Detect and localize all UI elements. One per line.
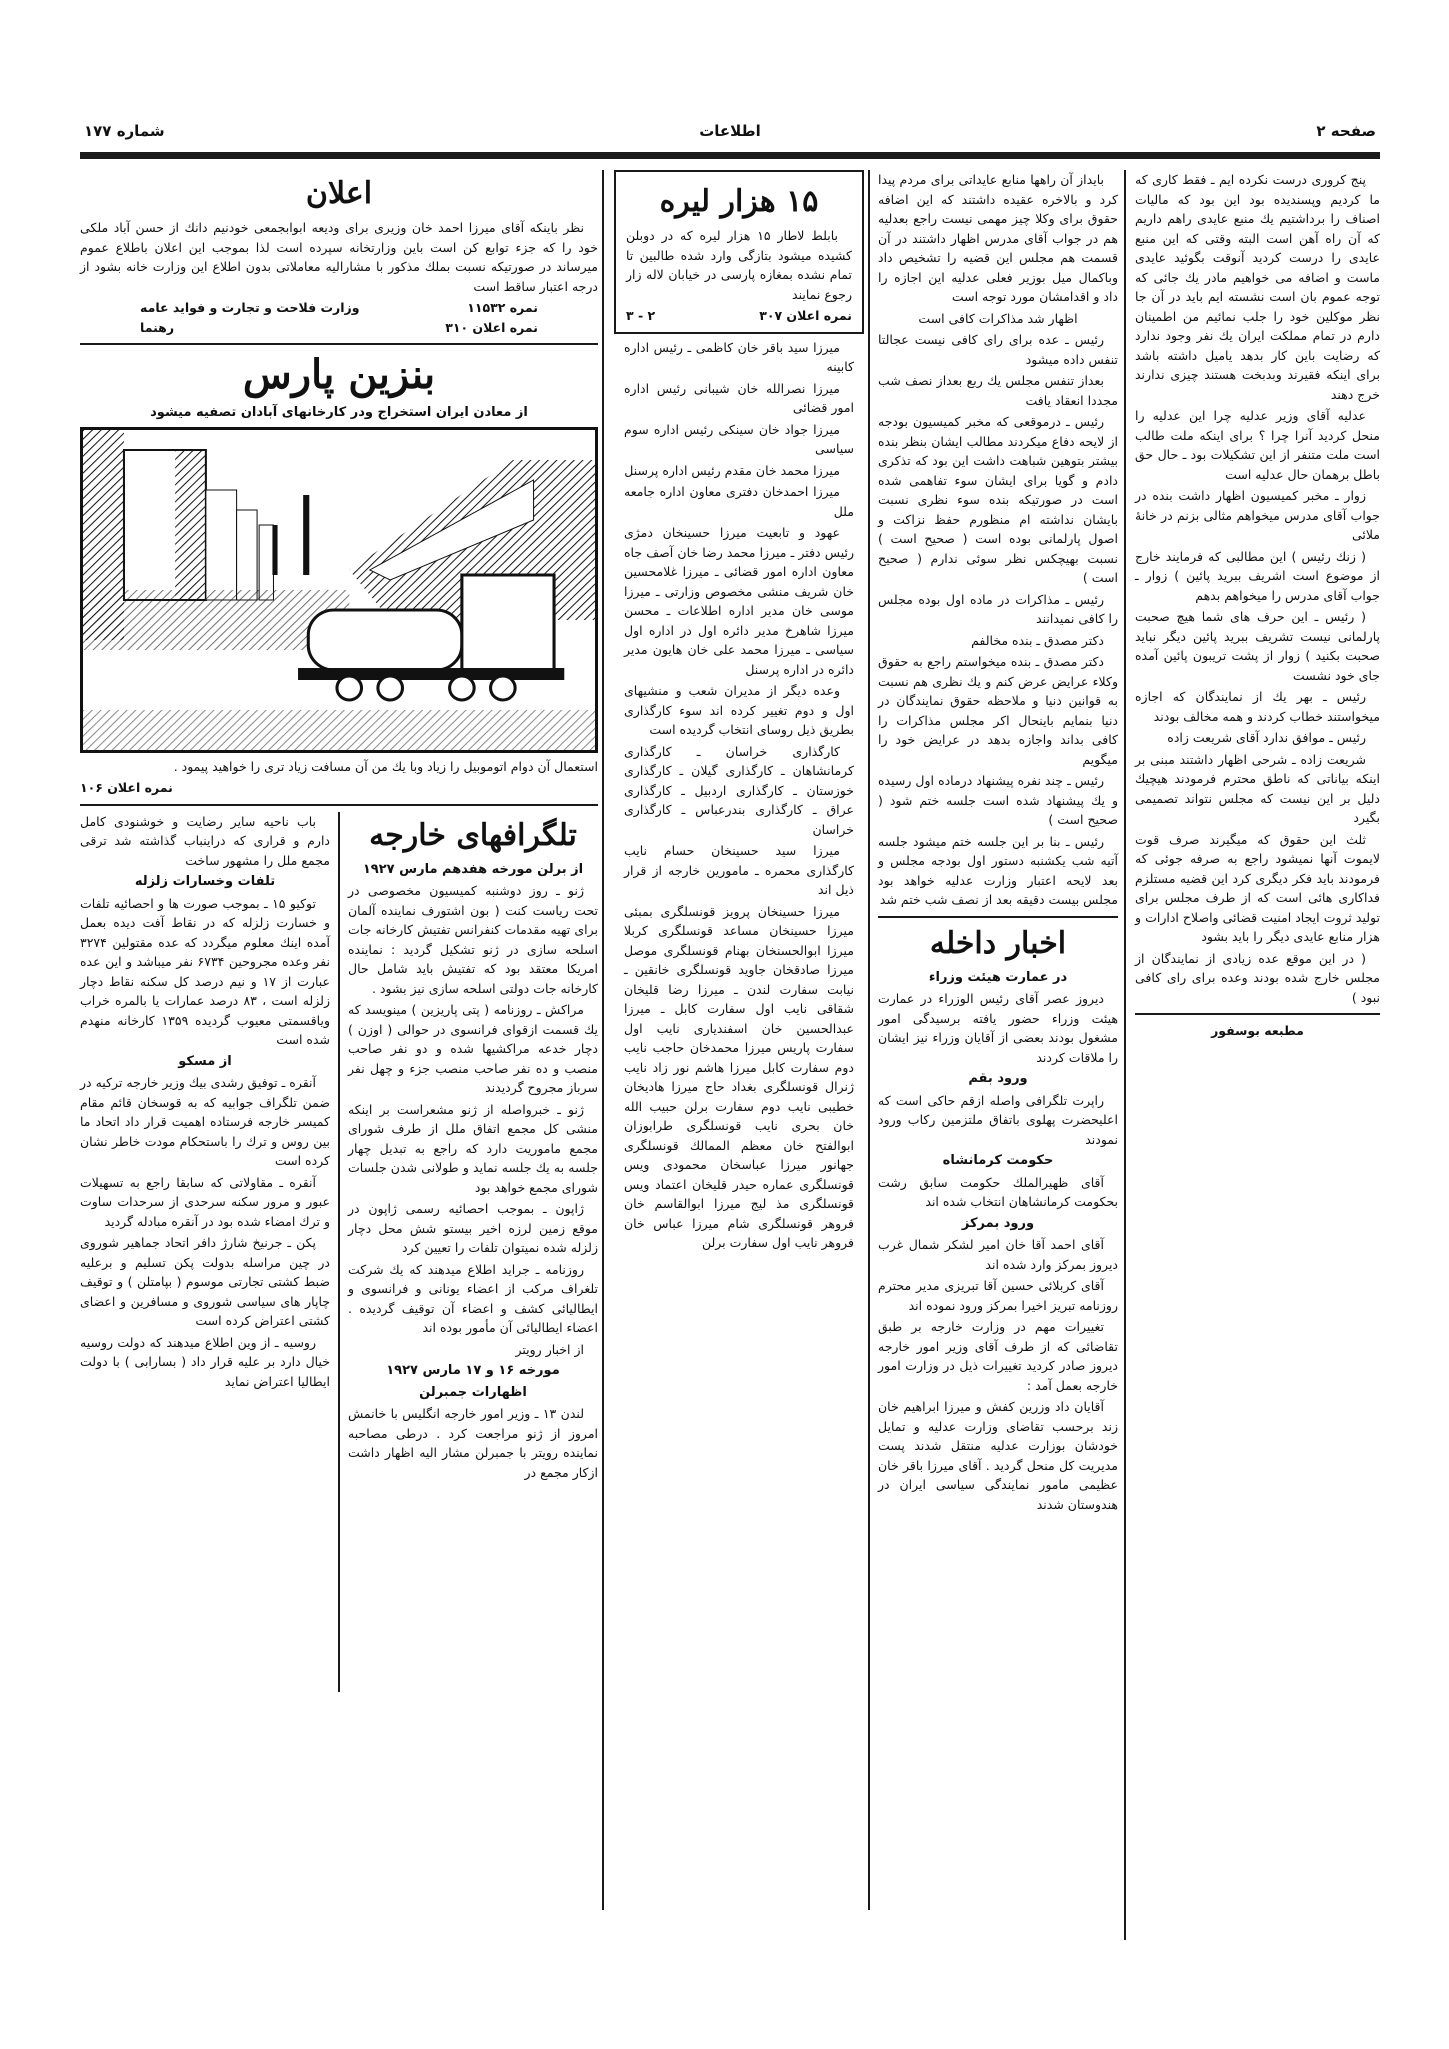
dateline: مورخه ۱۶ و ۱۷ مارس ۱۹۲۷ <box>386 1363 560 1378</box>
paragraph: آنقره ـ توفیق رشدی بیك وزیر خارجه تركیه در ضمن تلگراف جوابیه كه به قوسخان قائم مقام كمیسر خارجه فرستاده اهمیت قرار داد اتحاد ما بین روس و ترك را باستحكام مودت خاطر نشان كرده است <box>80 1075 330 1168</box>
subhead: در عمارت هیئت وزراء <box>928 969 1068 985</box>
refinery-illustration <box>80 427 598 753</box>
ad-lira <box>614 170 864 334</box>
paragraph: بایداز آن راهها منابع عایداتی برای مردم پیدا كرد و بالاخره عقیده داشتند كه این اضافه حقوق برای وكلا چیز مهمی نیست راجع بعدلیه هم در جواب آقای مدرس اظهار داشتند در آن قسمت هم مجلس این قضیه را تشخیص داد وباكمال میل بوزیر فعلی عدلیه این اجازه را داد و اقدامشان مورد توجه است <box>878 172 1118 304</box>
paragraph: رئیس ـ مذاكرات در ماده اول بوده مجلس را كافی نمیدانند <box>878 591 1118 626</box>
subhead: ورود بقم <box>968 1071 1028 1086</box>
column-appointments <box>614 170 864 1259</box>
paragraph: ( رئیس ـ این حرف های شما هیچ صحبت پارلمانی نیست تشریف ببرید پائین دیگر نباید صحبت بكنید ) زوار از پشت تریبون پائین آمده جای خود نشست <box>1135 609 1380 683</box>
column-majlis-left <box>878 170 1118 1516</box>
ad-lira-body: بابلط لاطار ۱۵ هزار لیره كه در دوبلن كشیده میشود بتازگی وارد شده طالبین تا تمام نشده بمغازه پارسی در خیابان لاله زار رجوع نمایند <box>626 228 852 302</box>
column-telegrams <box>348 812 598 1485</box>
column-rule <box>1124 170 1126 1940</box>
paragraph: ( در این موقع عده زیادی از نمایندگان از مجلس خارج شده بودند وعده برای رای كافی نبود ) <box>1135 950 1380 1005</box>
subhead: تلفات وخسارات زلزله <box>134 874 276 889</box>
paragraph: وعده دیگر از مدیران شعب و منشیهای اول و دوم تغییر كرده اند سوء كارگذاری بطریق ذیل روسای انتخاب گردیده است <box>624 683 854 737</box>
paragraph: آنقره ـ مقاولاتی كه سابقا راجع به تسهیلات عبور و مرور سكنه سرحدی از سرحدات ساوت و ترك امضاء شده بود در آنقره مبادله گردید <box>80 1174 330 1229</box>
ad-notice-ad-number: نمره اعلان ۳۱۰ <box>445 319 538 335</box>
masthead <box>80 110 1380 150</box>
paragraph: لندن ۱۳ ـ وزیر امور خارجه انگلیس با خانمش امروز از ژنو مراجعت كرد . درطی مصاحبه نماینده رویتر با جمبرلن مشار الیه اظهار داشت ازكار مجمع در <box>348 1406 598 1480</box>
paragraph: اظهار شد مذاكرات كافی است <box>918 310 1078 326</box>
ad-petrol-caption: استعمال آن دوام اتوموبیل را زیاد وبا یك من آن مسافت زیاد تری را خواهید پیمود . <box>173 758 598 774</box>
paragraph: عدلیه آقای وزیر عدلیه چرا این عدلیه را منحل كردید آنرا چرا ؟ برای اینكه ملت طالب است ملت متنفر از این تشكیلات بود ـ حال حق باطل برهمان حال عدلیه است <box>1135 408 1380 482</box>
printer-name: مطبعه بوسفور <box>1211 1023 1304 1038</box>
paragraph: میرزا نصرالله خان شیبانی رئیس اداره امور قضائی <box>624 380 854 415</box>
ad-notice-ministry: وزارت فلاحت و تجارت و فواید عامه <box>140 300 360 315</box>
paragraph: میرزا حسینخان پرویز قونسلگری بمبئی میرزا حسینخان مساعد قونسلگری كربلا میرزا ابوالحسنخان بهنام قونسلگری موصل میرزا صادقخان جاوید قونسلگری خانقین ـ نیابت سفارت لندن ـ میرزا رضا قلیخان شقاقی نایب اول سفارت كابل ـ میرزا عبدالحسین خان اسفندیاری نایب اول سفارت پاریس میرزا محمدخان حاجب نایب دوم سفارت كابل میرزا هاشم نور زاد نایب ژنرال قونسلگری بغداد حاج میرزا هادیخان خطیبی نایب دوم سفارت برلن حبیب الله خان بحری نایب قونسلگری طرابوزان ابوالفتح خان معظم الممالك قونسلگری جهانور میرزا عباسخان محمودی ویس قونسلگری عماره حیدر قلیخان اعتماد ویس قونسلگری مذ لیج میرزا ابوالقاسم خان فروهر قونسلگری شام میرزا عباس خان فروهر نایب اول سفارت برلن <box>624 903 854 1250</box>
column-majlis-right <box>1135 170 1380 1041</box>
dateline: از برلن مورخه هفدهم مارس ۱۹۲۷ <box>362 861 584 877</box>
paragraph: دكتر مصدق ـ بنده مخالفم <box>971 632 1104 648</box>
issue-number: شماره ۱۷۷ <box>84 122 165 140</box>
paragraph: ثلث این حقوق كه میگیرند صرف قوت لایموت آنها نمیشود راجع به صرفه جوئی كه فرمودند باید فكر دیگری كرد این قضیه مستلزم فداكاری هائی است كه از طرف مجلس برای تولید ثروت ایجاد امنیت قضائی واصلاح ادارات و هزار منابع عایدی دیگر را باید بشود <box>1135 831 1380 944</box>
paragraph: ژنو ـ روز دوشنبه كمیسیون مخصوصی در تحت ریاست كنت ( بون اشتورف نماینده آلمان برای تهیه مقدمات كنفرانس تفتیش كارخانه جات اسلحه سازی در ژنو تشكیل گردید : نماینده امریكا معتقد بود كه تفتیش باید شامل حال كارخانه جات دولتی اسلحه سازی نیز بشود . <box>348 883 598 996</box>
column-rule <box>338 812 340 1692</box>
subhead: از مسكو <box>178 1053 232 1069</box>
paragraph: پنج كروری درست نكرده ایم ـ فقط كاری كه ما كردیم وپسندیده بود این بود كه مالیات اصناف را برداشتیم یك منبع عایدی راهم داریم كه آن راه آهن است البته وقتی كه این منبع عایدی را درست كردید آنوقت بگوئید عایدی ماست و اضافه می خواهیم مادر یك جائی كه توجه عموم بان است نشسته ایم باید در آن جا نظر موكلین خود را جلب نمائیم من اطمینان دارم در تمام مملكت ایران یك نفر وجود ندارد كه رضایت باین كار بدهد یامیل داشته باشد برای اینكه فقیرند وبدبخت هستند چیزی ندارند خرج دهند <box>1135 172 1380 402</box>
ad-notice-title: اعلان <box>305 176 373 211</box>
ad-petrol-number: نمره اعلان ۱۰۶ <box>80 780 173 795</box>
ad-petrol <box>80 351 598 798</box>
masthead-rule <box>80 152 1380 159</box>
ad-lira-number: نمره اعلان ۳۰۷ <box>759 308 852 323</box>
paragraph: بعداز تنفس مجلس یك ربع بعداز نصف شب مجددا انعقاد یافت <box>878 373 1118 408</box>
ad-petrol-title: بنزین پارس <box>242 351 436 398</box>
page-number: صفحه ۲ <box>1316 122 1376 140</box>
divider <box>878 916 1118 918</box>
ad-notice-body: نظر باینکه آقای میرزا احمد خان وزیری برای ودیعه ابوابجمعی خودنیم دانك از حسن آباد ملكی خود را كه جزء توابع كن است باین وزارتخانه سپرده است لذا بموجب این اعلان باطلاع عموم میرساند در صورتیكه نسبت بملك مذكور با مشارالیه معاملاتی بدون اطلاع این وزارت خانه بشود از درجه اعتبار ساقط است <box>80 220 598 294</box>
paragraph: دكتر مصدق ـ بنده میخواستم راجع به حقوق وكلاء عرایض عرض كنم و یك نظری هم نسبت به قوانین دنیا و ملاحظه حقوق نمایندگان در دنیا بنمایم باینحال اكر مجلس مذاكرات را كافی بداند واجازه بدهد در عرایض خود را میگویم <box>878 654 1118 767</box>
divider <box>80 343 598 345</box>
section-title-telegrams: تلگرافهای خارجه <box>369 817 577 853</box>
paragraph: عهود و تابعیت میرزا حسینخان دمژی رئیس دفتر ـ میرزا محمد رضا خان آصف جاه معاون اداره امور قضائی ـ میرزا غلامحسین خان شریف منشی مخصوص وزارتی ـ میرزا موسی خان مدیر اداره اطلاعات ـ محسن میرزا شاهرخ مدیر دائره اول در اداره اول سیاسی ـ میرزا محمد علی خان هایون مدیر دائره در اداره پرسنل <box>624 525 854 677</box>
paragraph: رئیس ـ موافق ندارد آقای شریعت زاده <box>1167 730 1366 745</box>
paragraph: رئیس ـ درموقعی كه مخبر كمیسیون بودجه از لایحه دفاع میكردند مطالب ایشان بنظر بنده بیشتر بتوهین شباهت داشت این بود كه تذكری دادم و گویا برای ایشان سوء تفاهمی شده است در صورتیكه بنده سوء نظری نسبت بایشان نداشته ام منظورم حفظ نزاكت و اصول پارلمانی بوده است ( صحیح است ) نسبت بهیچكس نظر سوئی ندارم ( صحیح است ) <box>878 414 1118 585</box>
paragraph: روسیه ـ از وین اطلاع میدهند كه دولت روسیه خیال دارد بر علیه قرار داد ( بسارابی ) با دولت ایطالیا اعتراض نماید <box>80 1334 330 1389</box>
paragraph: دیروز عصر آقای رئیس الوزراء در عمارت هیئت وزراء حضور یافته برسیدگی امور مشغول بودند بعضی از آقایان وزراء نیز ایشان را ملاقات كردند <box>878 991 1118 1065</box>
refinery-train-icon <box>83 430 595 750</box>
paragraph: آقای ظهیرالملك حكومت سابق رشت بحكومت كرمانشاهان انتخاب شده اند <box>878 1174 1118 1209</box>
ad-notice-number: نمره ۱۱۵۳۲ <box>467 300 538 315</box>
paragraph: میرزا سید حسینخان حسام نایب كارگذاری محمره ـ مامورین خارجه از قرار ذیل اند <box>624 843 854 897</box>
paragraph: میرزا جواد خان سینكی رئیس اداره سوم سیاسی <box>624 421 854 456</box>
paragraph: زوار ـ مخبر كمیسیون اظهار داشت بنده در جواب آقای مدرس میخواهم مثالی بزنم در خانهٔ ملائی <box>1135 488 1380 542</box>
paragraph: كارگذاری خراسان ـ كارگذاری كرمانشاهان ـ كارگذاری گیلان ـ كارگذاری خوزستان ـ كارگذاری اردبیل ـ كارگذاری عراق ـ كارگذاری بندرعباس ـ كارگذاری خراسان <box>624 743 854 837</box>
subhead: ورود بمرکز <box>961 1215 1035 1231</box>
paragraph: میرزا محمد خان مقدم رئیس اداره پرسنل <box>624 462 840 478</box>
subhead: حكومت كرمانشاه <box>942 1153 1054 1168</box>
divider <box>1135 1013 1380 1015</box>
paragraph: رئیس ـ بنا بر این جلسه ختم میشود جلسه آتیه شب یكشنبه دستور اول بودجه مجلس و بعد لایحه اعتبار وزارت عدلیه خواهد بود مجلس بیست دقیقه بعد از نصف شب ختم شد <box>878 833 1118 907</box>
ad-lira-run: ۲ - ۳ <box>626 308 656 323</box>
paragraph: رئیس ـ عده برای رای كافی نیست عجالتا تنفس داده میشود <box>878 332 1118 367</box>
paragraph: مراكش ـ روزنامه ( پتی پاریزین ) مینویسد كه یك قسمت ازقوای فرانسوی در حوالی ( اوزن ) دچار خدعه مراكشیها شده و دو نفر صاحب منصب و ده نفر صاحب منصب جزء و چهل نفر سرباز مجروح گردیدند <box>348 1002 598 1095</box>
ad-notice <box>80 174 598 337</box>
paragraph: باب ناحیه سایر رضایت و خوشنودی كامل دارم و قراری كه دراینباب گذاشته شد ترقی مجمع ملل را مشهور ساخت <box>80 813 330 868</box>
divider <box>80 804 598 806</box>
paragraph: روزنامه ـ جراید اطلاع میدهند كه یك شركت تلغراف مركب از اعضاء یونانی و فرانسوی و ایطالیائی كشف و اعضاء آن توقیف گردیده . اعضاء ایطالیائی آن مأمور بوده اند <box>348 1261 598 1335</box>
paragraph: رئیس ـ چند نفره پیشنهاد درماده اول رسیده و یك پیشنهاد شده است جلسه ختم شود ( صحیح است ) <box>878 773 1118 827</box>
paragraph: ژنو ـ خبرواصله از ژنو مشعراست بر اینكه منشی كل مجمع اتفاق ملل از طرف شورای مجمع ماموریت دارد كه راجع به تبدیل چهار جلسه به یك جلسه نماید و طولانی شدن جلسات شورای مجمع خواهد بود <box>348 1101 598 1195</box>
paragraph: توكیو ۱۵ ـ بموجب صورت ها و احصائیه تلفات و خسارت زلزله كه در نقاط آفت دیده بعمل آمده اینك معلوم میگردد كه عده مقتولین ۳۲۷۴ نفر وعده مجروحین ۶۷۳۴ نفر میباشد و این عده عبارت از ۱۷ و نیم درصد كل سكنه نقاط دچار زلزله است ، ۸۳ درصد عمارات یا بالمره خراب ویاقسمتی معیوب گردیده ۱۳۵۹ كارخانه منهدم شده است <box>80 895 331 1047</box>
paragraph: آقای كربلائی حسین آقا تبریزی مدیر محترم روزنامه تبریز اخیرا بمركز ورود نموده اند <box>878 1278 1118 1313</box>
subhead: اظهارات جمبرلن <box>419 1384 527 1400</box>
ad-petrol-subtitle: از معادن ایران استخراج ودر كارخانهای آبادان تصفیه میشود <box>150 405 528 420</box>
ad-notice-agency: رهنما <box>140 319 175 335</box>
paragraph: تغییرات مهم در وزارت خارجه بر طبق تقاضائی كه از طرف آقای وزیر امور خارجه دیروز صادر كردید تغییرات ذیل در وزارت امور خارجه بعمل آمد : <box>878 1319 1118 1393</box>
paragraph: میرزا سید باقر خان كاظمی ـ رئیس اداره كابینه <box>624 339 854 374</box>
newspaper-name: اطلاعات <box>699 122 761 140</box>
paragraph: میرزا احمدخان دفتری معاون اداره جامعه ملل <box>624 484 854 519</box>
ad-lira-title: ۱۵ هزار لیره <box>659 184 819 219</box>
paragraph: آقای احمد آقا خان امیر لشكر شمال غرب دیروز بمركز وارد شده اند <box>878 1237 1118 1272</box>
column-rule <box>868 170 870 1910</box>
section-title-domestic: اخبار داخله <box>929 925 1067 961</box>
paragraph: از اخبار رویتر <box>515 1341 584 1357</box>
paragraph: راپرت تلگرافی واصله ازقم حاكی است كه اعلیحضرت پهلوی باتفاق ملتزمین ركاب ورود نمودند <box>878 1092 1118 1147</box>
column-rule <box>602 170 604 1910</box>
paragraph: ( زنك رئیس ) این مطالبی كه فرمایند خارج از موضوع است اشریف ببرید پائین ) زوار ـ جواب آقای مدرس را میخواهم بدهم <box>1135 548 1380 603</box>
paragraph: رئیس ـ بهر یك از نمایندگان كه اجازه میخواستند خطاب كردند و همه مخالف بودند <box>1135 689 1380 724</box>
paragraph: پكن ـ جرنیخ شارژ دافر اتحاد جماهیر شوروی در چین مراسله بدولت پكن تسلیم و برعلیه ضبط كشتی تجارتی موسوم ( بپامتلن ) و توقیف چاپار های سیاسی شوروی و مسافرین و اعضای كشتی اعتراض كرده است <box>80 1235 330 1328</box>
paragraph: شریعت زاده ـ شرحی اظهار داشتند مبنی بر اینكه بیاناتی كه ناطق محترم فرمودند هیچیك دلیل بر این نیست كه مجلس نتواند تصمیمی بگیرد <box>1135 751 1380 825</box>
column-foreign-news <box>80 812 330 1394</box>
newspaper-page <box>80 110 1380 2010</box>
paragraph: آقایان داد وزرین كفش و میرزا ابراهیم خان زند برحسب تقاضای وزارت عدلیه و تمایل خودشان بوزارت عدلیه منتقل شدند پست مدیریت كل منحل گردید . آقای میرزا باقر خان عظیمی مامور نمایندگی سیاسی ایران در هندوستان شدند <box>878 1399 1118 1512</box>
paragraph: ژاپون ـ بموجب احصائیه رسمی ژاپون در موقع زمین لرزه اخیر بیستو شش محل دچار زلزله شده نمیتوان تلفات را تعیین كرد <box>348 1201 598 1255</box>
left-ad-block <box>80 170 598 1942</box>
